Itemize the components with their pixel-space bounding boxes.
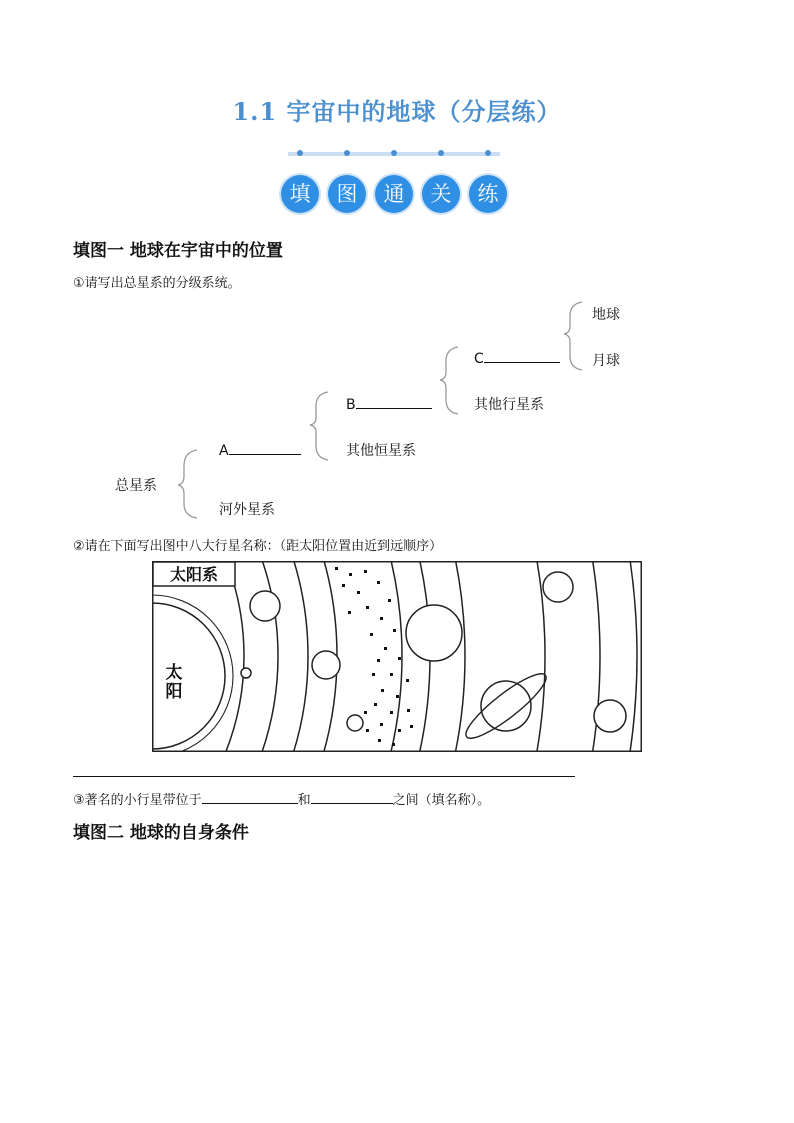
brace-b	[440, 347, 458, 414]
section-1-title: 填图一 地球在宇宙中的位置	[73, 241, 283, 261]
question-3-part3: 之间（填名称）。	[392, 793, 491, 808]
banner-char: 通	[375, 175, 413, 213]
planet-venus	[250, 591, 280, 621]
planet-mercury	[241, 668, 251, 678]
answer-blank-c[interactable]	[484, 348, 560, 363]
question-3-part2: 和	[297, 793, 311, 808]
sun-label-2: 阳	[165, 682, 183, 702]
tree-node-c-label: C	[474, 351, 484, 367]
question-3	[73, 789, 490, 808]
brace-c	[564, 302, 582, 370]
banner-char: 练	[469, 175, 507, 213]
banner-char: 图	[328, 175, 366, 213]
answer-blank-a[interactable]	[229, 440, 301, 455]
planet-earth	[312, 651, 340, 679]
brace-a	[310, 392, 328, 460]
answer-line-planets[interactable]	[73, 776, 575, 777]
planet-jupiter	[406, 605, 462, 661]
tree-node-b-label: B	[346, 397, 356, 413]
sun-label-1: 太	[165, 663, 183, 683]
tree-hewai: 河外星系	[219, 502, 275, 518]
tree-node-b	[346, 394, 432, 413]
page-title: 1.1 宇宙中的地球（分层练）	[232, 97, 562, 126]
planet-mars	[347, 715, 363, 731]
answer-blank-b[interactable]	[356, 394, 432, 409]
answer-blank-asteroid-2[interactable]	[311, 789, 393, 804]
tree-node-c	[474, 348, 560, 367]
tree-node-a	[219, 440, 301, 459]
solar-system-diagram	[152, 561, 642, 752]
question-2: ②请在下面写出图中八大行星名称：（距太阳位置由近到远顺序）	[73, 539, 443, 554]
tree-diqiu: 地球	[592, 307, 620, 323]
planet-neptune	[594, 700, 626, 732]
planet-uranus	[543, 572, 573, 602]
banner-char: 关	[422, 175, 460, 213]
section-2-title: 填图二 地球的自身条件	[73, 823, 249, 843]
diagram-label: 太阳系	[169, 565, 219, 584]
tree-node-a-label: A	[219, 443, 229, 459]
tree-root: 总星系	[115, 478, 157, 494]
tree-yueqiu: 月球	[592, 353, 620, 369]
answer-blank-asteroid-1[interactable]	[202, 789, 298, 804]
question-3-part1: ③著名的小行星带位于	[73, 793, 202, 808]
question-1: ①请写出总星系的分级系统。	[73, 276, 241, 291]
tree-qita-xingxing: 其他行星系	[474, 397, 544, 413]
banner-char: 填	[281, 175, 319, 213]
tree-qita-hengxing: 其他恒星系	[346, 443, 416, 459]
brace-root	[178, 450, 197, 518]
planet-saturn	[481, 681, 531, 731]
